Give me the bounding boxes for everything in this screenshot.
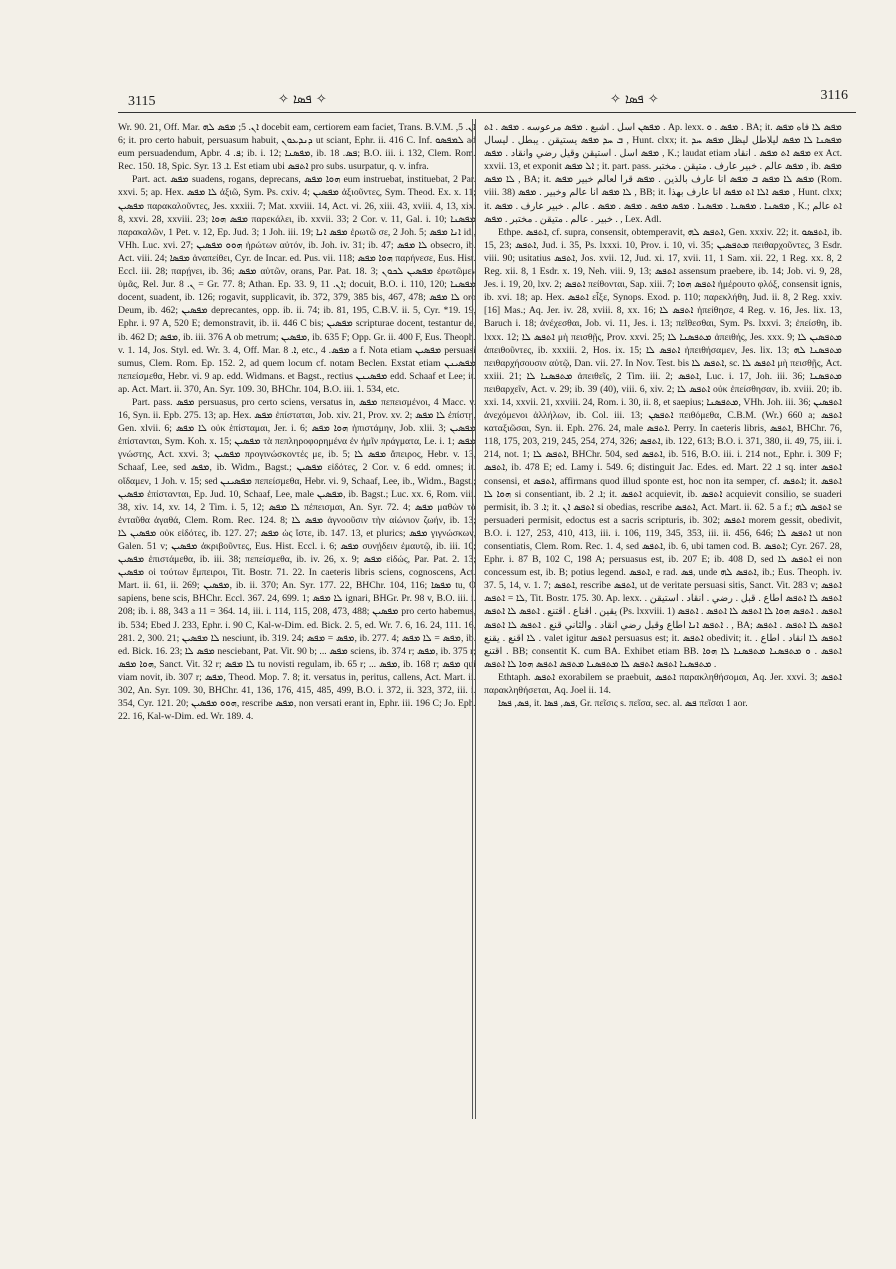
right-column bbox=[484, 121, 842, 710]
header-rule bbox=[118, 112, 856, 113]
left-paragraph-1: Wr. 90. 21, Off. Mar. ܐܢ. 5; ܡܦܣ ܠܗ docebit eam, certiorem eam faciet, Trans. B.V.M. ܐܢ. 5, 6; it. pro certo habuit, persuasum habuit, ܕܢܕܥܘܢ ut sciant, Ephr. ii. 416 C. Inf. ܠܡܦܣܘ ad eum persuadendum, Apbr. ܦ. 4; ib. i. 12; ܡܦܣܢܐ, ib. ܦܣ. 18; B.O. iii. i. 132, Clem. Rom. Rec. 150. 18, Spic. Syr. ܐ. 13. Est etiam ubi ܐܬܦܣ pro subs. usurpatur, q. v. infra. bbox=[118, 122, 476, 173]
right-paragraph-3: Ethtaph. ܐܬܦܣ exorabilem se praebuit, ܐܬܦܣ παρακληθήσομαι, Aq. Jer. xxvi. 3; ܐܬܦܣ παρακληθήσεται, Aq. Joel ii. 14. bbox=[484, 671, 842, 697]
page-header bbox=[118, 88, 856, 112]
right-running-head: ✧ ܦܣܐ ✧ bbox=[610, 92, 659, 107]
left-paragraph-3: Part. pass. ܡܦܣ persuasus, pro certo sciens, versatus in, ܡܦܣ πεπεισμένοι, 4 Macc. v. 16, Syn. ii. Epb. 275. 13; ap. Hex. ܡܦܣ ἐπίσταται, Job. xiv. 21, Prov. xv. 2; ܠܐ ܡܦܣ ἐπίστῃ, Gen. xlvii. 6; ܠܐ ܡܦܣ οὐκ ἐπίσταμαι, Jer. i. 6; ܗܘܐ ܡܦܣ ἠπιστάμην, Job. xlii. 3; ܡܦܣܝܢ ἐπίστανται, Sym. Koh. x. 15; ܡܦܣܝܢ τὰ πεπληροφορημένα ἐν ἡμῖν πράγματα, Le. i. 1; ܡܦܣ γνώστης, Act. xxvi. 3; ܡܦܣܝܢ προγινώσκοντές με, ib. 5; ܡܦܣ ܠܐ ἄπειρος, Hebr. v. 13, Schaaf, Lee, sed ܡܦܣ, ib. Widm., Bagst.; ܡܦܣܝܢ εἰδότες, 2 Cor. v. 6 edd. omnes; it. οἴδαμεν, 1 Joh. v. 15; sed ܡܦܣܝܢܢ πεπείσμεθα, Hebr. vi. 9, Schaaf, Lee, ib., Widm., Bagst.; ܡܦܣܝܢ ἐπίστανται, Ep. Jud. 10, Schaaf, Lee, male ܡܦܣܝܢ, ib. Bagst.; Luc. xx. 6, Rom. viii. 38, xiv. 14, xv. 14, 2 Tim. i. 5, 12; ܠܐ ܡܦܣ πέπεισμαι, An. Syr. 72. 4; ܡܦܣ μαθὼν τὰ ἐνταῦθα ἀγαθά, Clem. Rom. Rec. 124. 8; ܡܦܣ ܠܐ ἀγνοοῦσιν τὴν αἰώνιον ζωήν, ib. 13; ܡܦܣܝܢ ܠܐ οὐκ εἰδότες, ib. 127. 27; ܡܦܣ ὡς ἴστε, ib. 147. 13, et plurics; ܡܦܣ γιγνώσκων, Galen. 51 v; ܡܦܣܝܢ ἀκριβοῦντες, Eus. Hist. Eccl. i. 6; ܡܦܣ συνῄδειν ἐμαυτῷ, ib. iii. 10; ܡܦܣܝܢ ἐπιστάμεθα, ib. iii. 38; πεπείσμεθα, ib. iv. 26, x. 9; ܡܦܣ εἰδώς, Par. Pat. 2. 13; ܡܦܣܝܢ οἱ τούτων ἔμπειροι, Tit. Bostr. 71. 22. In caeteris libris sciens, cognoscens, Act. Mart. ii. 61, ii. 269; ܡܦܣܝܢ, ib. ii. 370; An. Syr. 177. 22, BHChr. 104, 116; ܡܦܣܐ tu, O sapiens, bene scis, BHChr. Eccl. 367. 24, 699. 1; ܠܐ ܡܦܣ ignari, BHGr. Pr. 98 v, B.O. iii. i. 208; ib. i. 88, 343 a 11 = 364. 14, iii. i. 114, 115, 208, 473, 488; ܡܦܣܝܢ pro certo habemus, ib. 534; Ebed J. 233, Ephr. i. 90 C, Kal-w-Dim. ed. Bick. 2. 5, ed. Wr. 7. 6, 16. 24, 111. 16, 281. 2, 300. 21; ܠܐ ܡܦܣܝܢ nesciunt, ib. 319. 24; ܡܦܣ = ܡܦܣ, ib. 277. 4; ܡܦܣ = ܠܐ ܡܦܣ, ib. ed. Bick. 16. 23; ܡܦܣ ܠܐ nesciebant, Pat. Vit. 90 b; ... ܡܦܣ sciens, ib. 374 r; ܡܦܣ, ib. 375 r; ܗܘܐ ܡܦܣ, Sanct. Vit. 32 r; ܠܐ ܡܦܣ tu novisti regulam, ib. 65 r; ... ܡܦܣ, ib. 168 r; ܡܦܣ qui viam novit, ib. 307 r; ܡܦܣ, Theod. Mop. 7. 8; it. versatus in, peritus, callens, Act. Mart. ii. 302, An. Syr. 109. 30, BHChr. 41, 136, 176, 415, 485, 499, B.O. i. 372, ii. 323, 372, iii. i. 354, Cyr. 121. 20; ܗܘܘ ܡܦܣܝܢ, rescribe ܡܦܣ, non versati erant in, Ephr. iii. 196 C; Jo. Eph. 22. 16, Kal-w-Dim. ed. Wr. 189. 4. bbox=[118, 396, 477, 723]
right-paragraph-2: Ethpe. ܐܬܦܣ, cf. supra, consensit, obtemperavit, ܐܬܦܣ ܠܗ, Gen. xxxiv. 22; it. ܐܬܦܣܘ, ib. 15, 23; ܐܬܦܣ, Jud. i. 35, Ps. lxxxi. 10, Prov. i. 10, vi. 35; ܡܬܦܣܝܢ πειθαρχοῦντες, 3 Esdr. viii. 90; usitatius ܐܬܦܣ, Jos. xvii. 12, Jud. xi. 17, xvii. 11, 1 Sam. xii. 22, 1 Reg. xx. 8, 2 Reg. xii. 8, 1 Esdr. x. 19, Neh. viii. 9, 13; ܐܬܦܣ assensum praebere, ib. 14; Job. vi. 9, 28, Jes. i. 19, 20, lxv. 2; ܐܬܦܣ πείθονται, Sap. xiii. 7; ܐܬܦܣ ܗܘܐ ἡμέρουτο φλόξ, consensit ignis, ib. xvi. 18; ap. Hex. ܐܬܦܣ εἶξε, Synops. Exod. p. 110; παρεκλήθη, Jud. ii. 8, 2 Reg. xxiv. [16] Mas.; Aq. Jer. iv. 28, xviii. 8, xx. 16; ܐܬܦܣ ܠܐ ἠπείθησε, 4 Reg. v. 16, Jes. lix. 13, Baruch i. 18; ἀνέχεσθαι, Job. vi. 11, Jes. i. 13; πεῖθεσθαι, Sym. Ps. lxxvi. 3; ἐπείσθη, ib. lxxx. 12; ܐܬܦܣ ܠܐ μὴ πεισθῇς, Prov. xxvi. 25; ܡܬܦܣܢܐ ܠܐ ἀπειθής, Jes. xxx. 9; ܡܬܦܣܝܢ ܠܐ ἀπειθοῦντες, ib. xxxiii. 2, Hos. ix. 15; ܐܬܦܣ ܠܐ ἠπειθήσαμεν, Jes. lix. 13; ܡܬܦܣܢܐ ܠܗ πειθαρχήσουσιν αὐτῷ, Dan. vii. 27. In Nov. Test. bis ܐܬܦܣ ܠܐ, sc. ܐܬܦܣ ܠܐ μὴ πεισθῇς, Act. xxiii. 21; ܡܬܦܣܢܐ ܠܐ ἀπειθεῖς, 2 Tim. iii. 2; ܐܬܦܣ, Luc. i. 17, Joh. iii. 36; ܡܬܦܣܢܐ πειθαρχεῖν, Act. v. 29; ib. 39 (40), viii. 6, xiv. 2; ܐܬܦܣ ܠܐ οὐκ ἐπείσθησαν, ib. xviii. 20; ib. xxi. 14, xxvii. 21, xxviii. 24, Rom. i. 30, ii. 8, et saepius; ܡܬܦܣܢܐ, VHh. Joh. iii. 36; ܐܬܦܣܝܢ ἀνεχόμενοι ἀλλήλων, ib. Col. iii. 13; ܐܬܦܣܢ πειθόμεθα, C.B.M. (Wr.) 660 a; ܐܬܦܣ καταξιῶσαι, Syn. ii. Eph. 276. 24, male ܐܬܦܣ. Perry. In caeteris libris, ܐܬܦܣ, BHChr. 76, 118, 175, 203, 219, 245, 254, 274, 326; ܐܬܦܣ, ib. 122, 613; B.O. i. 371, 380, ii. 49, 75, iii. i. 214, not. 1; ܐܬܦܣ ܠܐ, BHChr. 504, sed ܐܬܦܣ, ib. 516, B.O. iii. i. 214 not., Ephr. i. 309 F; ܐܬܦܣ, ib. 478 E; ed. Lamy i. 549. 6; distinguit Jac. Edes. ed. Mart. ܐ. 22 sq. inter ܐܬܦܣ consensi, et ܐܬܦܣ, affirmans quod illud sponte est, hoc non ita semper, cf. ܐܬܦܣ; it. ܐܬܦܣ ܗܘܐ ܠܐ si consentiant, ib. ܐ. 2; it. ܐܬܦܣ acquievit, ib. ܐܬܦܣ acquievit consilio, se suaderi permisit, ib. ܐ. 3; it. ܐܬܦܣ ܐܢ si obedias, rescribe ܐܬܦܣ, Act. Mart. ii. 62. 5 a f.; ܐܬܦܣ ܠܗ se persuaderi permisit, edoctus est a sacris scripturis, ib. 302; ܐܬܦܣ morem gessit, obedivit, B.O. i. 127, 253, 410, 413, iii. i. 106, 119, 345, 353, iii. ii. 456, 646; ܐܬܦܣ ܠܐ ut non consentiatis, Clem. Rom. Rec. 1. 4, sed ܐܬܦܣ, ib. 6, ubi tamen cod. B. ܐܬܦܣ; Cyr. 267. 28, Ephr. i. 87 B, 102 C, 198 A; persuasus est, ib. 207 E; ib. 408 D, sed ܐܬܦܣ ܠܐ ei non concessum est, ib. B; potius legend. ܐܬܦܣ, e rad. ܦܣ, unde ܐܬܦܣ ܠܗ, ib.; Eus. Theoph. iv. 37. 5, 14, v. 1. 7; ܐܬܦܣ, rescribe ܐܬܦܣ, ut de veritate persuasi sitis, Sanct. Vit. 283 v; ܐܬܦܣ ܠܐ = ܐܬܦܣ, Tit. Bostr. 175. 30. Ap. lexx. ܐܬܦܣ ܠܐ ܐܬܦܣ اطاع . قبل . رضي . انقاد . استيقن . يقين . اقناع . اقتنع . ܐܬܦܣ ܠܐ ܐܬܦܣ (Ps. lxxviii. 1) ܐܬܦܣ . ܐܬܦܣ ܗܘܐ ܠܐ ܐܬܦܣ ܠܐ ܐܬܦܣ . ܐܬܦܣ . ܐܬܦܣ ܐܢܐ اطاع وقبل رضي انقاد . والثاني قنع . ܐܬܦܣ ܠܐ ܐܬܦܣ , BA; ܐܬܦܣ ܠܐ ܐܬܦܣ . ܐܬܦܣ ܠܐ اقنع . يقنع . valet igitur ܐܬܦܣ persuasus est; it. ܐܬܦܣ obedivit; it. ܐܬܦܣ ܠܐ انقاد . اطاع . اقتنع . BB; consentit K. cum BA. Exhibet etiam BB. ܐܬܦܣ . ܘ ܡܬܦܣܢܐ ܡܬܦܣܢܐ ܠܐ ܗܘܐ ܡܬܦܣܢܐ ܐܬܦܣ ܐܬܦܣ ܠܐ ܡܬܦܣܢܐ ܡܬܦܣ ܐܬܦܣ ܗܘܐ ܠܐ ܐܬܦܣ . bbox=[484, 226, 843, 670]
right-paragraph-1: ܡܦܣܢ اسل . اشبع . ܡܦܣ مرعوسه . ܡܦܣ . ܐܬ . Ap. lexx. ܡܦܣ . ܘ . BA; it. ܡܦܣ ܠܐ فاه ܡܦܣ ܒ ܚܕ ܡܦܣ يستيقن . يبطل . ليسال , Hunt. clxx; it. ܡܦܣܢܐ ܠܐ ܡܦܣ ليلاطل ليظل ܡܦܣ ܚܕ ܡܦܣ اسل . استيقن وقيل رضي وانقاد . ܡܦܣ , K.; laudat etiam ܡܦܣ ܐܬ ܡܦܣ . انقاد ex Act. xxvii. 13, et exponit ܐܠ ܡܦܣ ; it. part. pass. ܡܦܣ عالم . خبير عارف . متيقن . مختبر , ib. ܡܦܣ ܠܐ ܡܦܣ , BA; it. ܡܦܣ ܠܐ ܡܦܣ ܒ ܡܦܣ انا عارف بالذين . ܡܦܣ قرا لعالم خبير ܡܦܣ (Rom. viii. 38) ܠܐ ܡܦܣ انا عالم وخبير . ܡܦܣ , BB; it. ܡܦܣ ܐܠܐ ܐܬ ܡܦܣ انا عارف بهذا , Hunt. clxx; it. ܡܦܣܢܐ . ܡܦܣܢܐ . ܡܦܣܢܐ . ܡܦܣ ܡܦܣ . ܡܦܣ . ܡܦܣ . عالم . خبير عارف . ܡܦܣ , K.; ܐܬ عالم . خبير . عالم . متيقن . مختبر . ܡܦܣ , Lex. Adl. bbox=[484, 122, 843, 225]
column-divider-inner bbox=[475, 119, 476, 1119]
left-column bbox=[118, 121, 476, 723]
left-running-head: ✧ ܦܣܐ ✧ bbox=[278, 92, 327, 107]
right-paragraph-4: ܦܣ, ܦܣܐ, it. ܦܣ, ܦܣܐ, Gr. πεῖσις s. πεῖσα, sec. al. ܦܣ πεῖσαι 1 aor. bbox=[498, 698, 748, 710]
right-page-number: 3116 bbox=[820, 88, 848, 103]
left-page-number: 3115 bbox=[128, 94, 156, 109]
column-divider bbox=[472, 119, 473, 1119]
left-paragraph-2: Part. act. ܡܦܣ suadens, rogans, deprecans, ܗܘܐ ܡܦܣ eum instruebat, instituebat, 2 Par. xxvi. 5; ap. Hex. ܠܐ ܡܦܣ ἀξιῶ, Sym. Ps. cxiv. 4; ܡܦܣܝܢ ἀξιοῦντες, Sym. Theod. Ex. x. 11; ܡܦܣܝܢ παρακαλοῦντες, Jes. xxxiii. 7; Mat. xxviii. 14, Act. vi. 26, xiii. 43, xviii. 4, 13, xix. 8, xxvi. 28, xxviii. 23; ܡܦܣ ܗܘܐ παρεκάλει, ib. xxvii. 33; 2 Cor. v. 11, Gal. i. 10; ܡܦܣܢܐ παρακαλῶν, 1 Pet. v. 12, Ep. Jud. 3; 1 Joh. iii. 19; ܡܦܣ ܐܢܐ ἐρωτῶ σε, 2 Joh. 5; ܐܢܐ ܡܦܣ id., VHh. Luc. xvi. 27; ܗܘܘ ܡܦܣܝܢ ἠρώτων αὐτόν, ib. Joh. iv. 31; ib. 47; ܠܐ ܡܦܣ obsecro, ib. Act. viii. 24; ܡܦܣܐ ἀναπείθει, Cyr. de Incar. ed. Pus. vii. 118; ܗܘܐ ܡܦܣ παρήνεσε, Eus. Hist. Eccl. iii. 28; παρῄνει, ib. 36; ܡܦܣ αὐτῶν, orans, Par. Pat. 18. 3; ܡܦܣܝܢ ܠܟܘܢ ἐρωτῶμεν ὑμᾶς, Rel. Jur. ܢ. 8 = Gr. 77. 8; Athan. Ep. 33. 9, ܐܢ. 11; docuit, B.O. i. 110, 120; ܡܦܣܢܐ docent, suadent, ib. 126; rogavit, supplicavit, ib. 372, 379, 385 bis, 467, 478; ܠܐ ܡܦܣ oro Deum, ib. 462; ܡܦܣܝܢ deprecantes, opp. ib. ii. 74; ib. 81, 195, C.B.V. ii. 5, Cyr. *19. 19, Ephr. i. 97 A, 520 E; demonstravit, ib. ii. 446 C bis; ܡܦܣܝܢ scripturae docent, testantur de, ib. 462 D; ܡܦܣ, ib. iii. 376 A ob metrum; ܡܦܣܝܢ, ib. 635 F; Opp. Gr. ii. 400 F, Eus. Theoph. v. 1. 14, Jos. Styl. ed. Wr. 3. 4, Off. Mar. ܐ. 8, etc., ܡܦܣ. 4 a f. Nota etiam ܡܦܣܝܢ persuasi sumus, Clem. Rom. Ep. 152. 2, ad quem locum cf. notam Beclen. Exstat etiam ܡܦܣܝܢܢ πεπείσμεθα, Hebr. vi. 9 ap. edd. Widmans. et Bagst., rectius ܡܦܣܝܢܢ edd. Schaaf et Lee; it. ap. Act. Mart. ii. 370, An. Syr. 109. 30, BHChr. 104, B.O. iii. 1. 534, etc. bbox=[118, 174, 477, 395]
